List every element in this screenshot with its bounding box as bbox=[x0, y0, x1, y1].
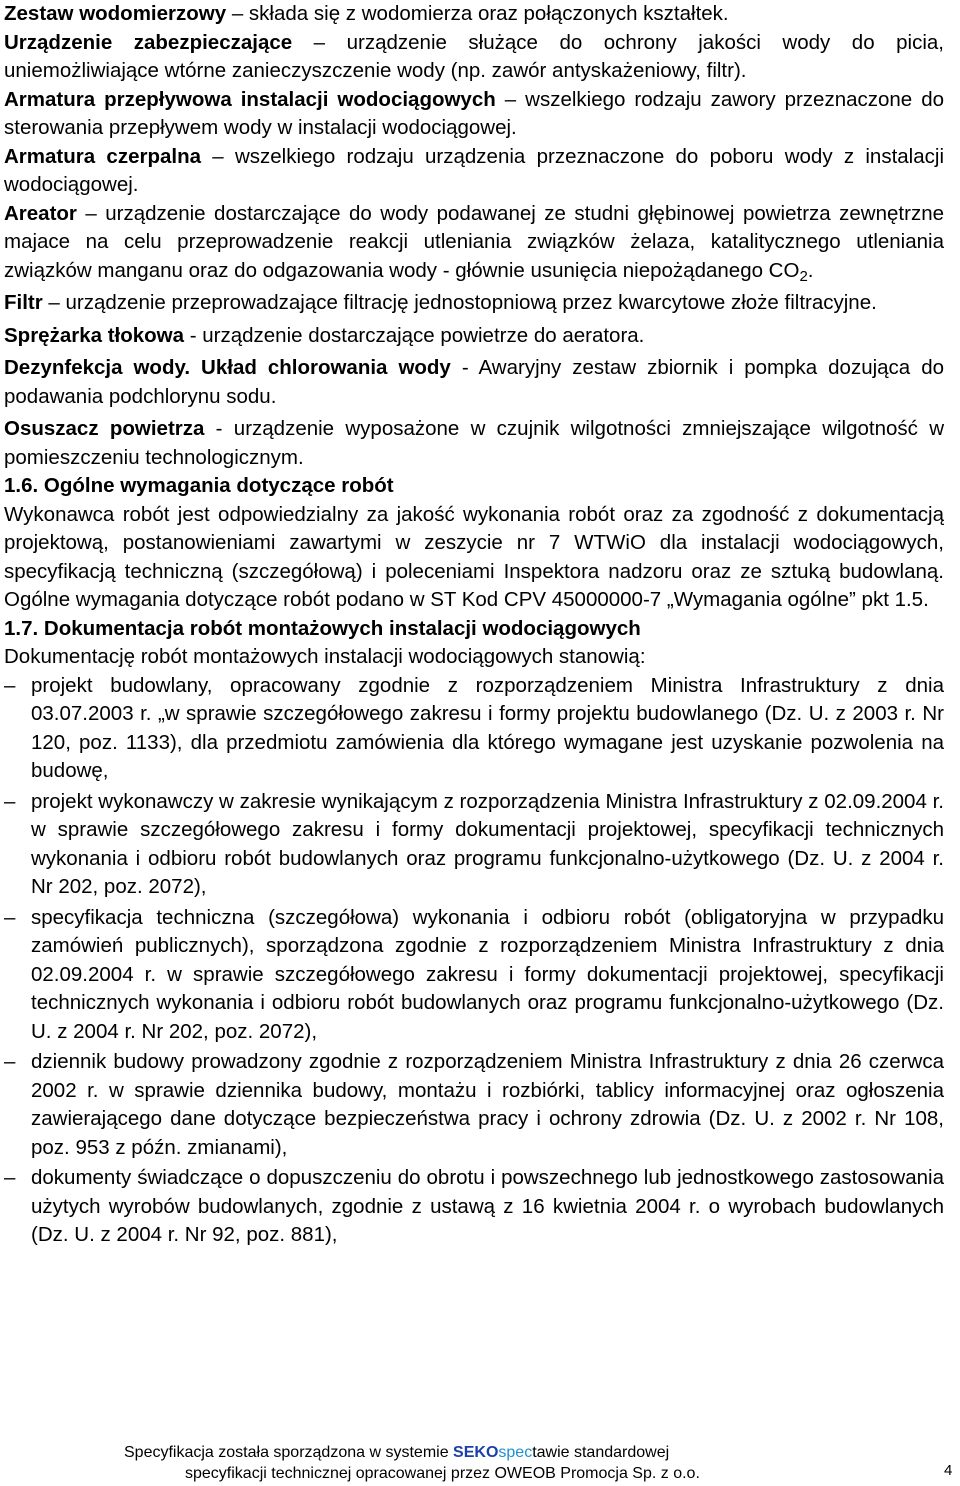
documentation-list bbox=[4, 672, 944, 1250]
definition-item bbox=[4, 29, 944, 86]
section-17-intro: Dokumentację robót montażowych instalacji wodociągowych stanowią: bbox=[4, 645, 646, 668]
list-item bbox=[4, 788, 944, 902]
definition-item bbox=[4, 0, 944, 29]
dash-bullet: – bbox=[4, 789, 16, 813]
definition-term: Zestaw wodomierzowy bbox=[4, 2, 227, 25]
definition-term: Osuszacz powietrza bbox=[4, 417, 205, 440]
definition-text: – wszelkiego rodzaju urządzenia przeznaczone do poboru wody z instalacji wodociągowej. bbox=[4, 144, 944, 196]
definition-item bbox=[4, 143, 944, 200]
definition-text: - urządzenie dostarczające powietrze do aeratora. bbox=[184, 323, 645, 347]
definition-term: Armatura czerpalna bbox=[4, 144, 201, 168]
footer-text: tawie standardowej bbox=[532, 1444, 670, 1461]
dash-bullet: – bbox=[4, 1166, 16, 1189]
definition-text: - urządzenie wyposażone w czujnik wilgotności zmniejszające wilgotność w pomieszczeniu technologicznym. bbox=[4, 417, 944, 469]
list-item bbox=[4, 1164, 944, 1250]
list-item bbox=[4, 1048, 944, 1162]
definition-text: - Awaryjny zestaw zbiornik i pompka dozująca do podawania podchlorynu sodu. bbox=[4, 356, 944, 408]
dash-bullet: – bbox=[4, 673, 16, 697]
spec-logo-part: spec bbox=[498, 1444, 533, 1461]
definition-item bbox=[4, 289, 944, 318]
list-item-text: projekt budowlany, opracowany zgodnie z rozporządzeniem Ministra Infrastruktury z dnia 03.07.2003 r. „w sprawie szczegółowego zakresu i formy projektu budowlanego (Dz. U. z 2003 r. Nr 120, poz. 1133), dla przedmiotu zamówienia dla którego wymagane jest uzyskanie pozwolenia na budowę, bbox=[31, 673, 944, 782]
page-number: 4 bbox=[944, 1462, 953, 1479]
document-page bbox=[4, 0, 944, 1252]
definition-text: – urządzenie służące do ochrony jakości wody do picia, uniemożliwiające wtórne zanieczyszczenie wody (np. zawór antyskażeniowy, filtr). bbox=[4, 30, 944, 82]
seko-logo-part: SEKO bbox=[453, 1444, 499, 1461]
dash-bullet: – bbox=[4, 905, 16, 929]
subscript: 2 bbox=[799, 267, 808, 285]
definition-item bbox=[4, 415, 944, 472]
definition-tail: . bbox=[807, 258, 814, 282]
definition-text: – wszelkiego rodzaju zawory przeznaczone do sterowania przepływem wody w instalacji wodociągowej. bbox=[4, 87, 944, 139]
definitions-list bbox=[4, 0, 944, 472]
footer-line-1 bbox=[124, 1442, 669, 1463]
list-item-text: dokumenty świadczące o dopuszczeniu do obrotu i powszechnego lub jednostkowego zastosowania użytych wyrobów budowlanych, zgodnie z ustawą z 16 kwietnia 2004 r. o wyrobach budowlanych (Dz. U. z 2004 r. Nr 92, poz. 881), bbox=[31, 1166, 944, 1246]
footer-line-2: specyfikacji technicznej opracowanej przez OWEOB Promocja Sp. z o.o. bbox=[185, 1465, 700, 1482]
section-17-heading: 1.7. Dokumentacja robót montażowych instalacji wodociągowych bbox=[4, 616, 641, 640]
dash-bullet: – bbox=[4, 1050, 16, 1073]
list-item-text: projekt wykonawczy w zakresie wynikającym z rozporządzenia Ministra Infrastruktury z 02.09.2004 r. w sprawie szczegółowego zakresu i formy dokumentacji projektowej, specyfikacji technicznych wykonania i odbioru robót budowlanych oraz programu funkcjonalno-użytkowego (Dz. U. z 2004 r. Nr 202, poz. 2072), bbox=[31, 789, 944, 898]
definition-term: Dezynfekcja wody. Układ chlorowania wody bbox=[4, 356, 451, 379]
definition-term: Armatura przepływowa instalacji wodociągowych bbox=[4, 87, 496, 111]
definition-item bbox=[4, 354, 944, 411]
section-16-body: Wykonawca robót jest odpowiedzialny za jakość wykonania robót oraz za zgodność z dokumentacją projektową, postanowieniami zawartymi w zeszycie nr 7 WTWiO dla instalacji wodociągowych, specyfikacją techniczną (szczegółową) i poleceniami Inspektora nadzoru oraz ze sztuką budowlaną. Ogólne wymagania dotyczące robót podano w ST Kod CPV 45000000-7 „Wymagania ogólne” pkt 1.5. bbox=[4, 502, 944, 611]
footer-text: Specyfikacja została sporządzona w systemie bbox=[124, 1444, 454, 1461]
definition-text: – urządzenie dostarczające do wody podawanej ze studni głębinowej powietrza zewnętrzne majace na celu przeprowadzenie reakcji utleniania związków żelaza, katalitycznego utleniania związków manganu oraz do odgazowania wody - głównie usunięcia niepożądanego CO bbox=[4, 201, 944, 282]
definition-item bbox=[4, 200, 944, 286]
definition-item bbox=[4, 322, 944, 351]
definition-term: Areator bbox=[4, 201, 77, 225]
list-item-text: dziennik budowy prowadzony zgodnie z rozporządzeniem Ministra Infrastruktury z dnia 26 czerwca 2002 r. w sprawie dziennika budowy, montażu i rozbiórki, tablicy informacyjnej oraz ogłoszenia zawierającego dane dotyczące bezpieczeństwa pracy i ochrony zdrowia (Dz. U. z 2002 r. Nr 108, poz. 953 z późn. zmianami), bbox=[31, 1050, 944, 1159]
definition-text: – składa się z wodomierza oraz połączonych kształtek. bbox=[226, 2, 729, 25]
definition-text: – urządzenie przeprowadzające filtrację jednostopniową przez kwarcytowe złoże filtracyjne. bbox=[42, 291, 877, 314]
section-16-heading: 1.6. Ogólne wymagania dotyczące robót bbox=[4, 474, 394, 497]
list-item bbox=[4, 672, 944, 786]
list-item-text: specyfikacja techniczna (szczegółowa) wykonania i odbioru robót (obligatoryjna w przypadku zamówień publicznych), sporządzona zgodnie z rozporządzeniem Ministra Infrastruktury z dnia 02.09.2004 r. w sprawie szczegółowego zakresu i formy dokumentacji projektowej, specyfikacji technicznych wykonania i odbioru robót budowlanych oraz programu funkcjonalno-użytkowego (Dz. U. z 2004 r. Nr 202, poz. 2072), bbox=[31, 905, 944, 1043]
definition-term: Sprężarka tłokowa bbox=[4, 323, 185, 347]
list-item bbox=[4, 904, 944, 1047]
definition-term: Urządzenie zabezpieczające bbox=[4, 30, 293, 54]
definition-term: Filtr bbox=[4, 291, 43, 314]
definition-item bbox=[4, 86, 944, 143]
